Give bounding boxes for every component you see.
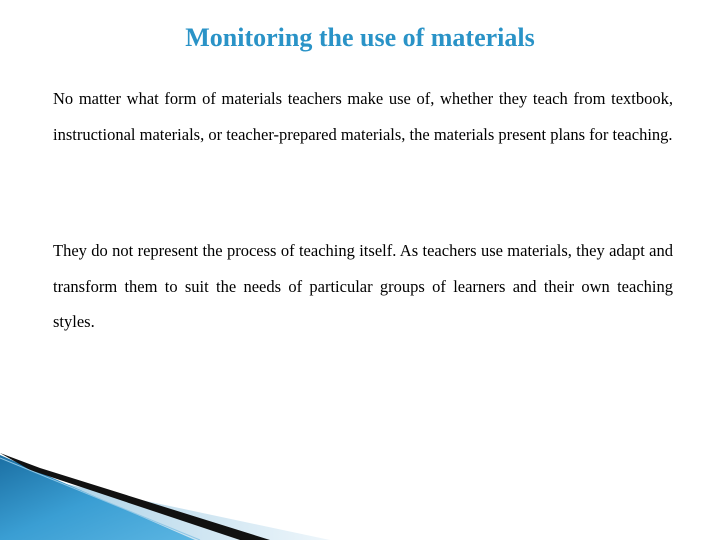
paragraph-1: No matter what form of materials teachers make use of, whether they teach from textbook, instructional materials, or teacher-prepared materials, the materials present plans for teaching.	[53, 89, 673, 144]
decor-highlight-line	[0, 458, 200, 540]
decor-blue-wedge	[0, 455, 195, 540]
paragraph-2: They do not represent the process of teaching itself. As teachers use materials, they adapt and transform them to suit the needs of particular groups of learners and their own teaching styles.	[53, 241, 673, 331]
decor-dark-swoosh	[0, 453, 270, 540]
slide-title: Monitoring the use of materials	[185, 23, 535, 52]
decor-light-band	[0, 470, 330, 540]
